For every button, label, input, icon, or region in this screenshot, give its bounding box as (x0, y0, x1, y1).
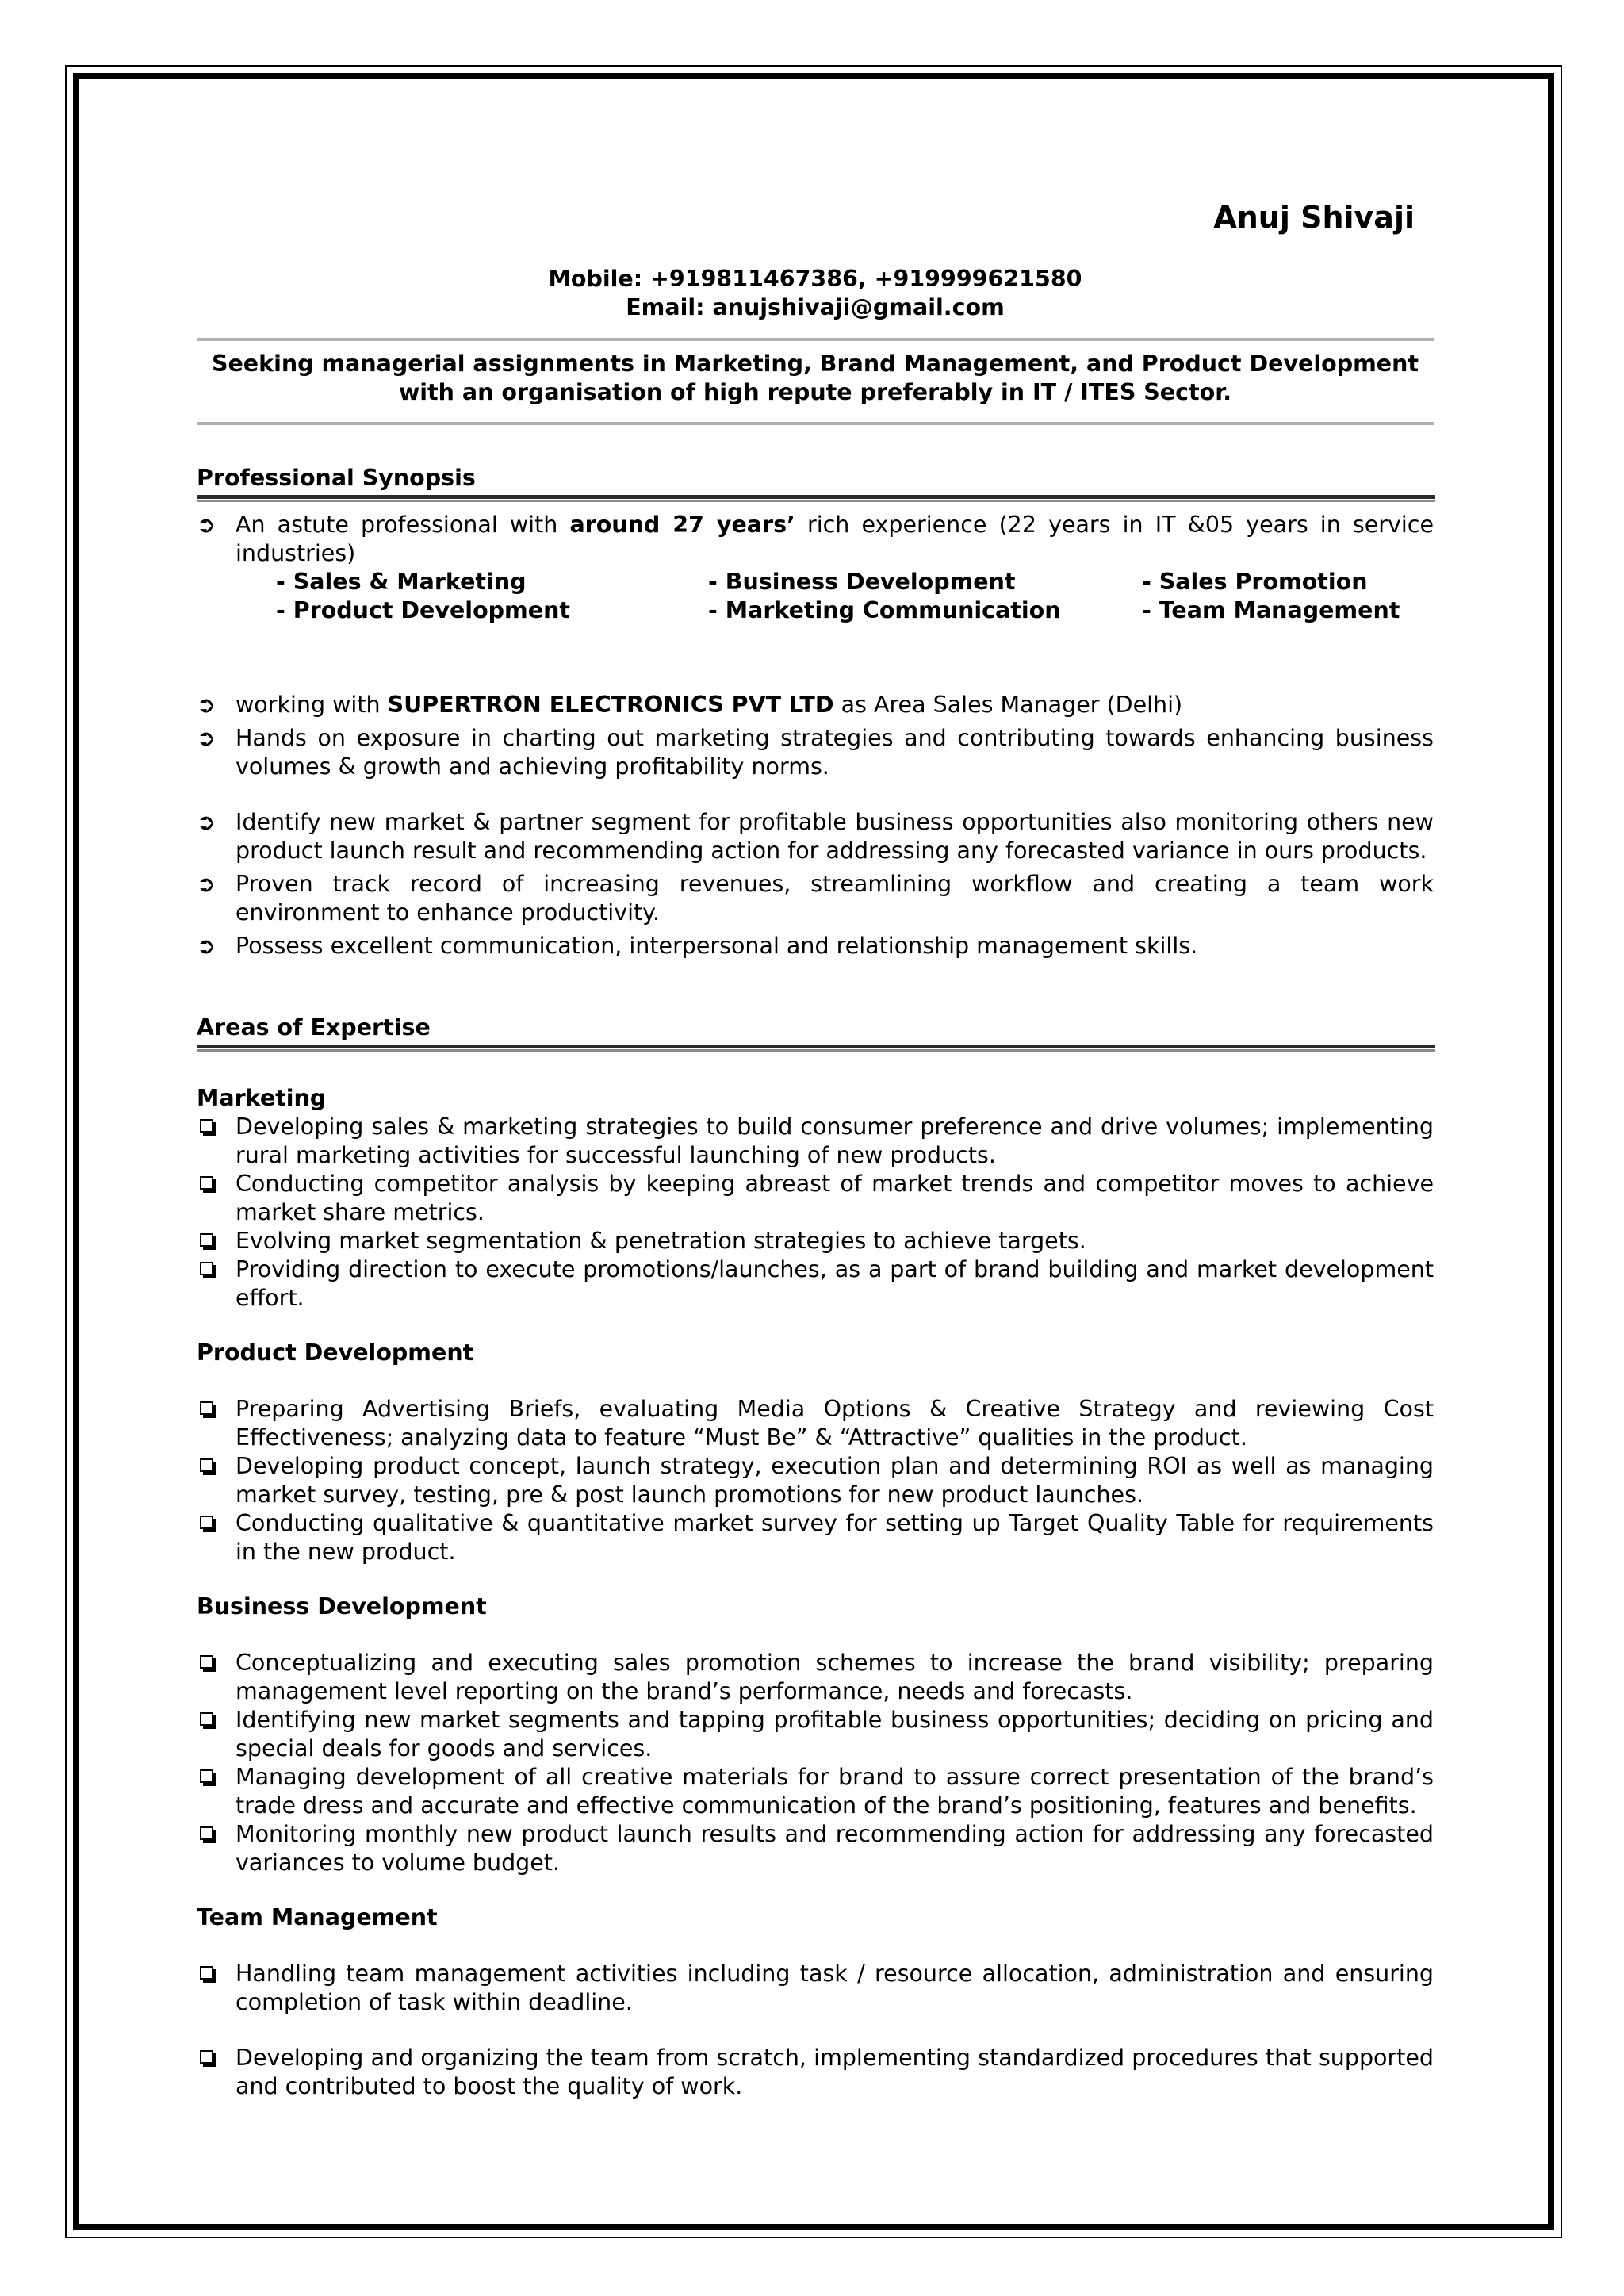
checkbox-bullet-icon (200, 1712, 213, 1726)
arrow-bullet-icon: ➲ (197, 692, 216, 718)
list-item: Managing development of all creative materials for brand to assure correct presentation of the brand’s trade dress and accurate and effective communication of the brand’s positioning, features and benefits. (197, 1763, 1434, 1820)
team-management-list (197, 1960, 1434, 2101)
list-item: Identifying new market segments and tapping profitable business opportunities; deciding on pricing and special deals for goods and services. (197, 1706, 1434, 1763)
expertise-heading: Areas of Expertise (197, 1014, 431, 1041)
checkbox-bullet-icon (200, 1655, 213, 1669)
skill-item: - Sales Promotion (1142, 569, 1368, 595)
list-item: Developing product concept, launch strategy, execution plan and determining ROI as well as managing market survey, testing, pre & post launch promotions for new product launches. (197, 1452, 1434, 1509)
mobile-numbers: Mobile: +919811467386, +919999621580 (548, 266, 1082, 292)
list-item: ➲ Hands on exposure in charting out marketing strategies and contributing towards enhancing business volumes & growth and achieving profitability norms. (197, 725, 1434, 780)
checkbox-bullet-icon (200, 1966, 213, 1980)
arrow-bullet-icon: ➲ (197, 933, 216, 959)
candidate-name: Anuj Shivaji (1213, 200, 1415, 235)
heading-underline (197, 1045, 1435, 1052)
product-development-heading: Product Development (197, 1340, 474, 1366)
list-item: Conducting qualitative & quantitative market survey for setting up Target Quality Table for requirements in the new product. (197, 1509, 1434, 1566)
skill-item: - Sales & Marketing (276, 569, 527, 595)
skill-item: - Product Development (276, 597, 570, 623)
skill-item: - Marketing Communication (708, 597, 1061, 623)
arrow-bullet-icon: ➲ (197, 512, 216, 538)
synopsis-intro (197, 511, 1434, 568)
divider (197, 422, 1434, 425)
checkbox-bullet-icon (200, 1262, 213, 1275)
list-item: Conceptualizing and executing sales promotion schemes to increase the brand visibility; preparing management level reporting on the brand’s performance, needs and forecasts. (197, 1649, 1434, 1706)
list-item: ➲ Possess excellent communication, interpersonal and relationship management skills. (197, 933, 1198, 959)
checkbox-bullet-icon (200, 1233, 213, 1247)
career-objective (197, 350, 1434, 407)
synopsis-points (197, 691, 1434, 960)
list-item: Providing direction to execute promotions/launches, as a part of brand building and market development effort. (197, 1255, 1434, 1313)
skill-item: - Business Development (708, 569, 1016, 595)
contact-block (197, 265, 1434, 322)
list-item: Developing sales & marketing strategies to build consumer preference and drive volumes; implementing rural marketing activities for successful launching of new products. (197, 1113, 1434, 1170)
checkbox-bullet-icon (200, 2050, 213, 2064)
marketing-heading: Marketing (197, 1085, 327, 1111)
marketing-list (197, 1113, 1434, 1313)
checkbox-bullet-icon (200, 1769, 213, 1783)
list-item: ➲ Proven track record of increasing revenues, streamlining workflow and creating a team work environment to enhance productivity. (197, 871, 1434, 926)
skill-item: - Team Management (1142, 597, 1400, 623)
product-development-list (197, 1395, 1434, 1566)
checkbox-bullet-icon (200, 1826, 213, 1840)
business-development-list (197, 1649, 1434, 1877)
objective-line-1: Seeking managerial assignments in Marketing, Brand Management, and Product Development (211, 351, 1419, 377)
email-address: Email: anujshivaji@gmail.com (626, 294, 1005, 320)
list-item: Conducting competitor analysis by keeping abreast of market trends and competitor moves to achieve market share metrics. (197, 1170, 1434, 1227)
checkbox-bullet-icon (200, 1119, 213, 1133)
heading-underline (197, 495, 1435, 502)
arrow-bullet-icon: ➲ (197, 871, 216, 897)
team-management-heading: Team Management (197, 1904, 438, 1930)
checkbox-bullet-icon (200, 1516, 213, 1529)
list-item: Evolving market segmentation & penetration strategies to achieve targets. (197, 1227, 1434, 1255)
checkbox-bullet-icon (200, 1458, 213, 1472)
list-item: Handling team management activities including task / resource allocation, administration and ensuring completion of task within deadline. (197, 1960, 1434, 2017)
arrow-bullet-icon: ➲ (197, 809, 216, 835)
list-item: Preparing Advertising Briefs, evaluating Media Options & Creative Strategy and reviewing Cost Effectiveness; analyzing data to feature “Must Be” & “Attractive” qualities in the product. (197, 1395, 1434, 1452)
synopsis-heading: Professional Synopsis (197, 465, 476, 491)
objective-line-2: with an organisation of high repute preferably in IT / ITES Sector. (398, 379, 1232, 405)
list-item: Monitoring monthly new product launch results and recommending action for addressing any forecasted variances to volume budget. (197, 1820, 1434, 1877)
checkbox-bullet-icon (200, 1401, 213, 1415)
business-development-heading: Business Development (197, 1593, 487, 1619)
resume-content (197, 0, 1434, 2296)
list-item: ➲ An astute professional with around 27 years’ rich experience (22 years in IT &05 years in service industries) (197, 512, 1434, 566)
list-item: ➲ working with SUPERTRON ELECTRONICS PVT LTD as Area Sales Manager (Delhi) (197, 692, 1183, 718)
list-item: ➲ Identify new market & partner segment for profitable business opportunities also monitoring others new product launch result and recommending action for addressing any forecasted variance in ours products. (197, 809, 1434, 864)
arrow-bullet-icon: ➲ (197, 725, 216, 751)
checkbox-bullet-icon (200, 1176, 213, 1190)
divider (197, 338, 1434, 341)
list-item: Developing and organizing the team from scratch, implementing standardized procedures that supported and contributed to boost the quality of work. (197, 2044, 1434, 2101)
